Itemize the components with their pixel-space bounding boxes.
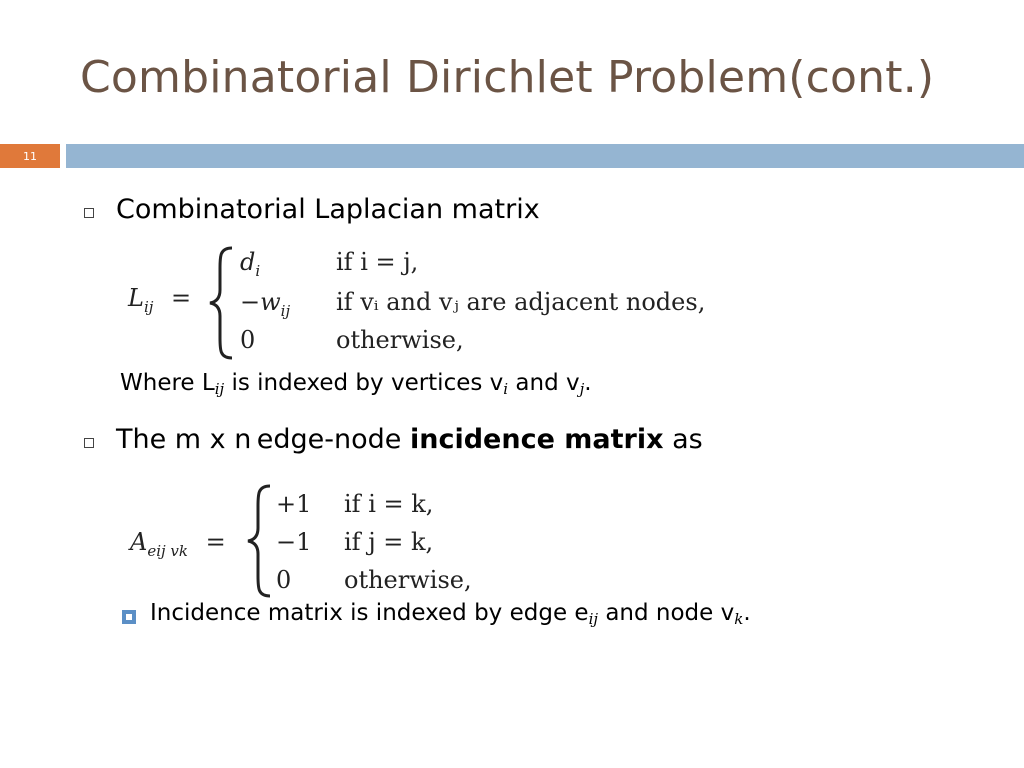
laplacian-row-3-value: 0 bbox=[240, 326, 256, 354]
laplacian-row-2-cond: if vᵢ and vⱼ are adjacent nodes, bbox=[336, 288, 706, 316]
incidence-lhs: $A_{eij vk}$ = bbox=[130, 528, 226, 560]
laplacian-note: Where $L_{ij}$ is indexed by vertices $v_i$ and $v_j$. bbox=[120, 370, 592, 398]
laplacian-row-1-cond: if i = j, bbox=[336, 248, 419, 276]
incidence-row-2-value: −1 bbox=[276, 528, 312, 556]
laplacian-row-1-value: $d_i$ bbox=[240, 248, 261, 280]
incidence-row-2-cond: if j = k, bbox=[344, 528, 434, 556]
incidence-row-1-value: +1 bbox=[276, 490, 312, 518]
sub-bullet-icon bbox=[122, 610, 136, 624]
bullet-laplacian: Combinatorial Laplacian matrix bbox=[116, 194, 540, 225]
bullet-square-icon bbox=[84, 438, 94, 448]
incidence-row-3-cond: otherwise, bbox=[344, 566, 472, 594]
laplacian-lhs: $L_{ij}$ = bbox=[128, 284, 192, 316]
bullet-incidence: The m x n edge-node incidence matrix as bbox=[116, 424, 703, 455]
incidence-row-3-value: 0 bbox=[276, 566, 292, 594]
slide-title: Combinatorial Dirichlet Problem(cont.) bbox=[80, 52, 935, 103]
incidence-row-1-cond: if i = k, bbox=[344, 490, 434, 518]
bullet-square-icon bbox=[84, 208, 94, 218]
laplacian-row-2-value: $-w_{ij}$ bbox=[240, 288, 291, 320]
slide-number: 11 bbox=[0, 144, 60, 168]
accent-bar bbox=[66, 144, 1024, 168]
laplacian-row-3-cond: otherwise, bbox=[336, 326, 464, 354]
laplacian-brace bbox=[206, 246, 236, 360]
incidence-note: Incidence matrix is indexed by edge $e_{ij}$ and node $v_k$. bbox=[150, 600, 751, 628]
incidence-brace bbox=[244, 484, 274, 598]
